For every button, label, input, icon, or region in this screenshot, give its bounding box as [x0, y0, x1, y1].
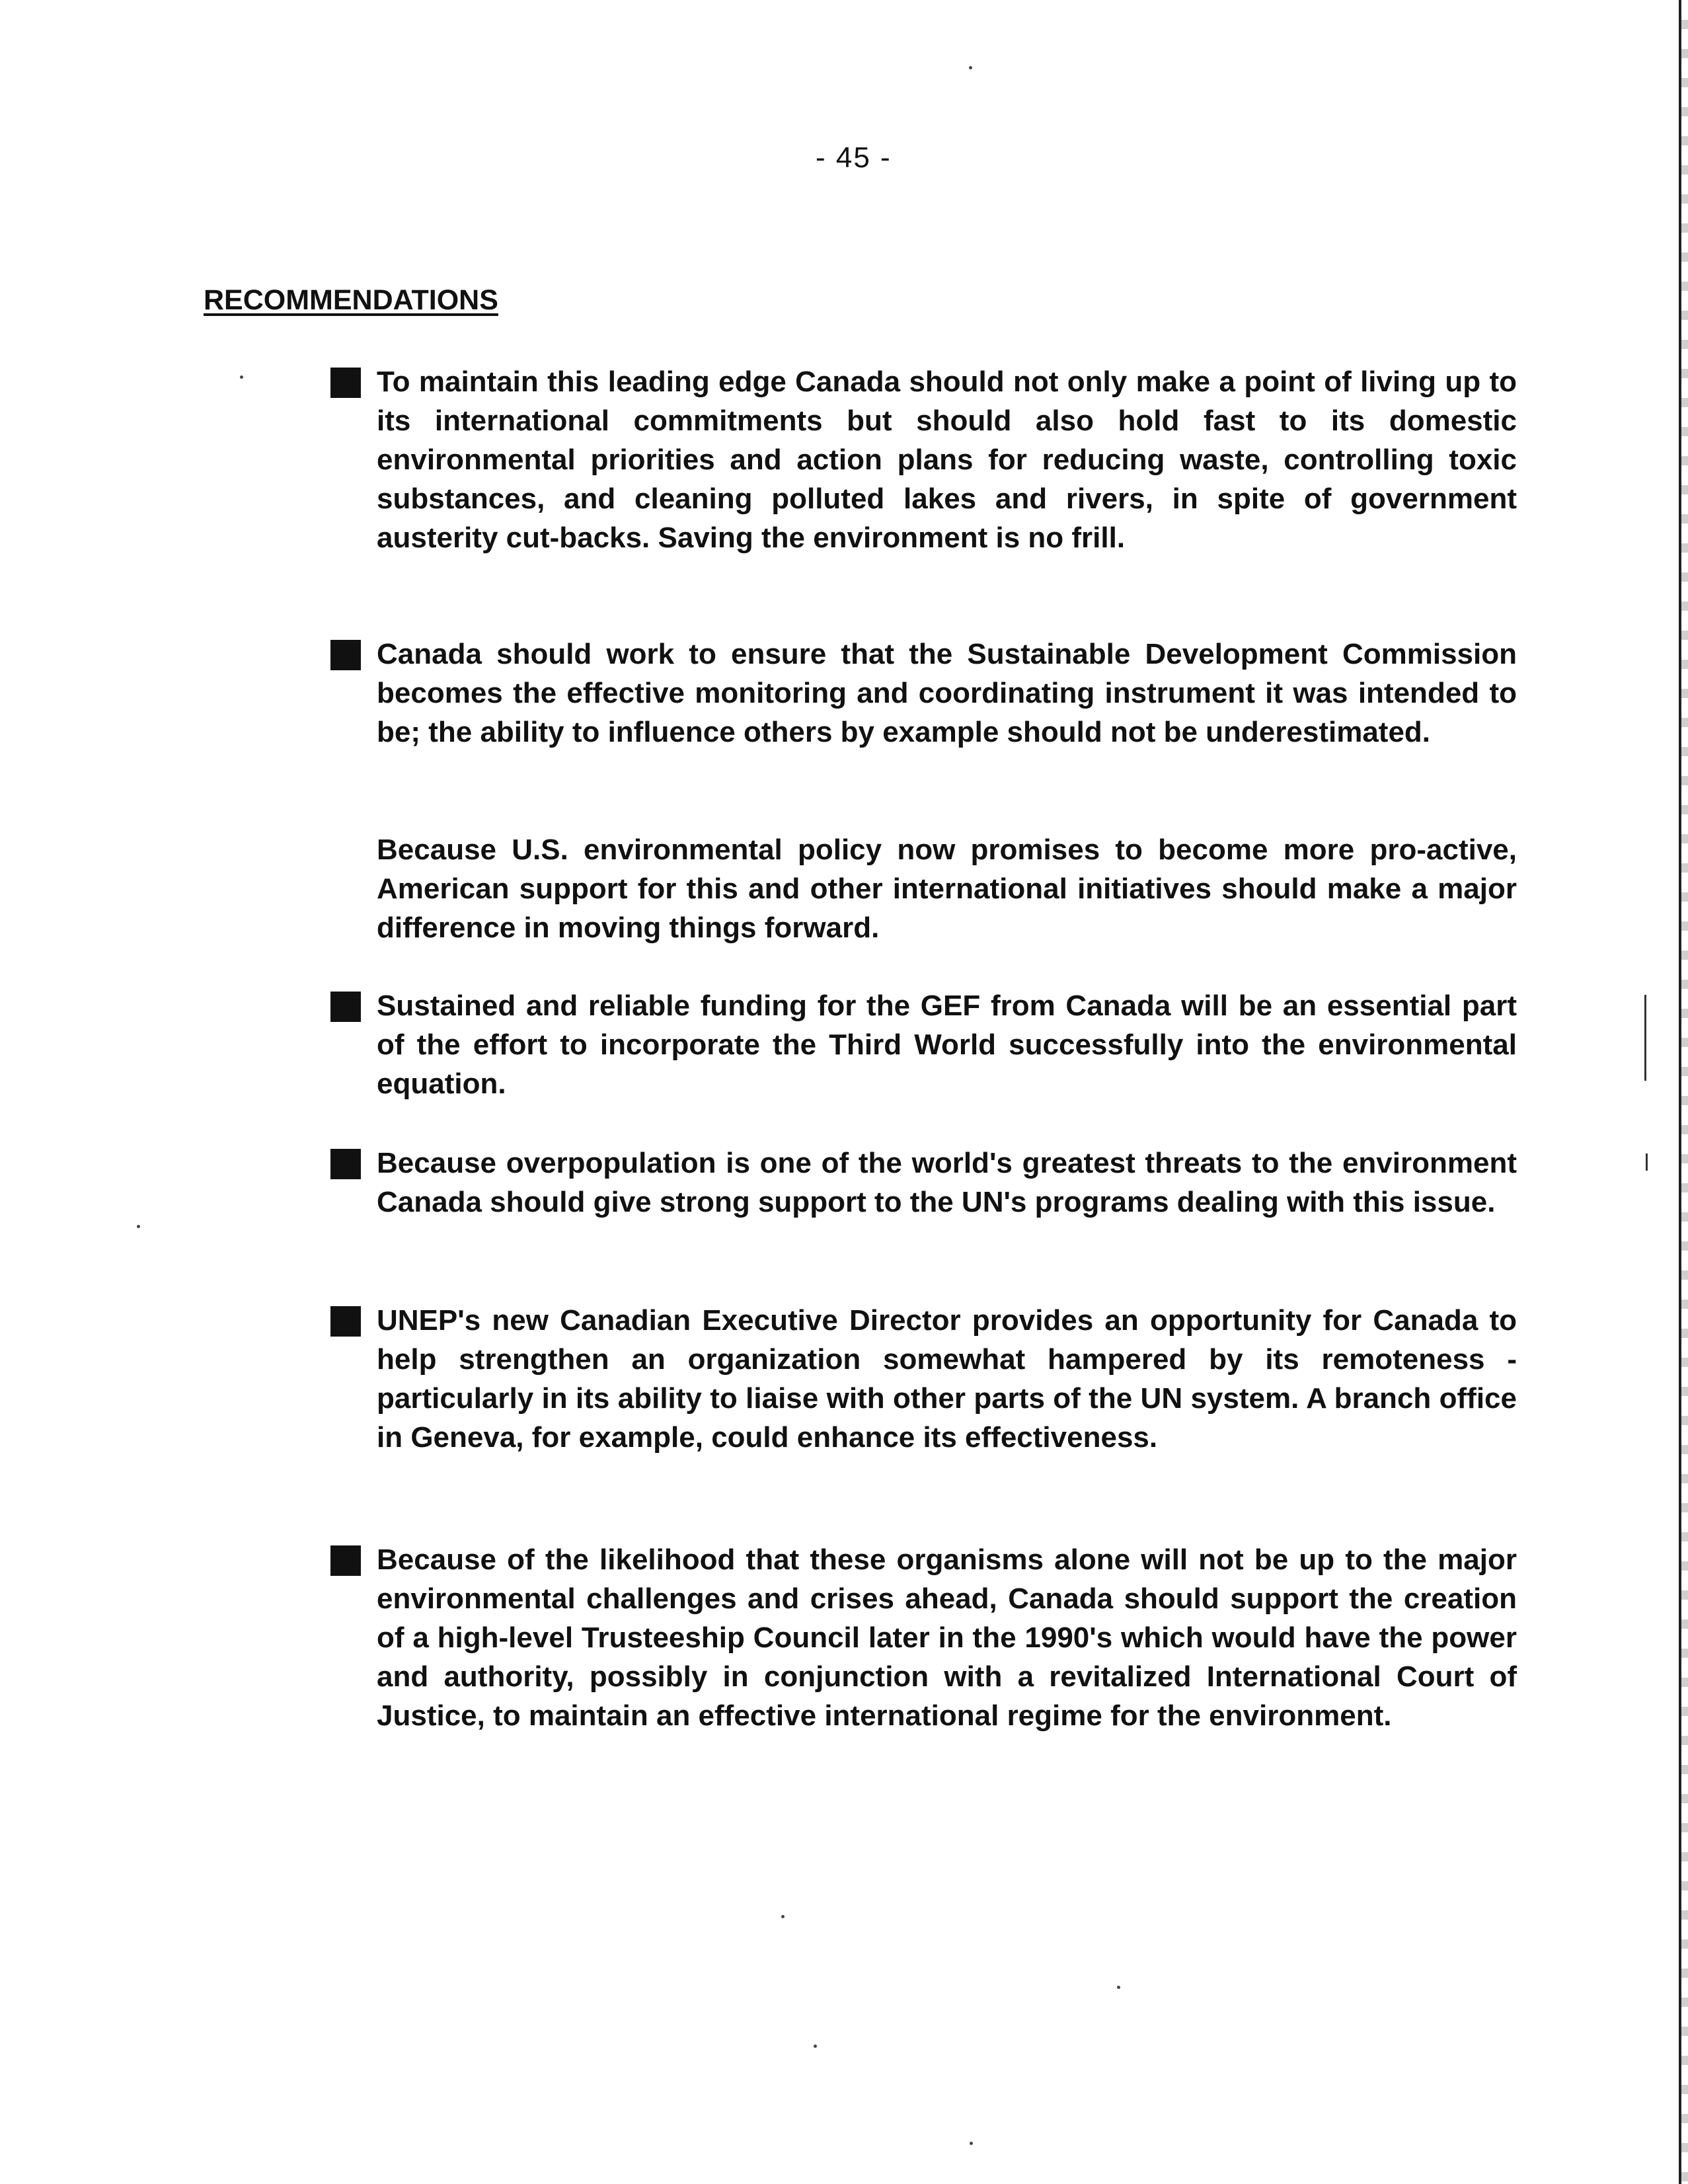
scan-speck	[814, 2045, 817, 2048]
recommendation-text: Canada should work to ensure that the Sustainable Development Commission becomes the effective monitoring and coordinating instrument it was intended to be; the ability to influence others by example should not be underestimated.	[377, 638, 1517, 748]
scan-edge-mark	[1646, 1153, 1648, 1171]
scan-edge-mark	[1644, 995, 1646, 1081]
recommendation-text: To maintain this leading edge Canada should not only make a point of living up to its international commitments but should also hold fast to its domestic environmental priorities and action plans for reducing waste, controlling toxic substances, and cleaning polluted lakes and rivers, in spite of government austerity cut-backs. Saving the environment is no frill.	[377, 366, 1517, 554]
continuation-paragraph: Because U.S. environmental policy now promises to become more pro-active, American support for this and other international initiatives should make a major difference in moving things forward.	[377, 834, 1517, 944]
recommendation-text: Because overpopulation is one of the world's greatest threats to the environment Canada should give strong support to the UN's programs dealing with this issue.	[377, 1147, 1517, 1218]
square-bullet-icon	[330, 992, 361, 1022]
section-heading: RECOMMENDATIONS	[204, 284, 498, 316]
recommendation-text: UNEP's new Canadian Executive Director provides an opportunity for Canada to help strengthen an organization somewhat hampered by its remoteness - particularly in its ability to liaise with other parts of the UN system. A branch office in Geneva, for example, could enhance its effectiveness.	[377, 1304, 1517, 1454]
scan-speck	[240, 375, 243, 379]
scan-speck	[1117, 1986, 1120, 1989]
recommendation-text: Because of the likelihood that these organisms alone will not be up to the major environmental challenges and crises ahead, Canada should support the creation of a high-level Trusteeship Council later in the 1990's which would have the power and authority, possibly in conjunction with a revitalized International Court of Justice, to maintain an effective international regime for the environment.	[377, 1543, 1517, 1732]
scan-speck	[970, 2142, 973, 2145]
recommendation-text: Sustained and reliable funding for the GEF from Canada will be an essential part of the effort to incorporate the Third World successfully into the environmental equation.	[377, 990, 1517, 1100]
square-bullet-icon	[330, 368, 361, 398]
scan-speck	[969, 66, 972, 69]
page-number: - 45 -	[816, 141, 892, 174]
scan-speck	[137, 1225, 140, 1228]
square-bullet-icon	[330, 640, 361, 670]
square-bullet-icon	[330, 1149, 361, 1179]
scan-speck	[781, 1915, 785, 1918]
square-bullet-icon	[330, 1306, 361, 1337]
page-binding-edge	[1679, 0, 1688, 2184]
square-bullet-icon	[330, 1545, 361, 1576]
